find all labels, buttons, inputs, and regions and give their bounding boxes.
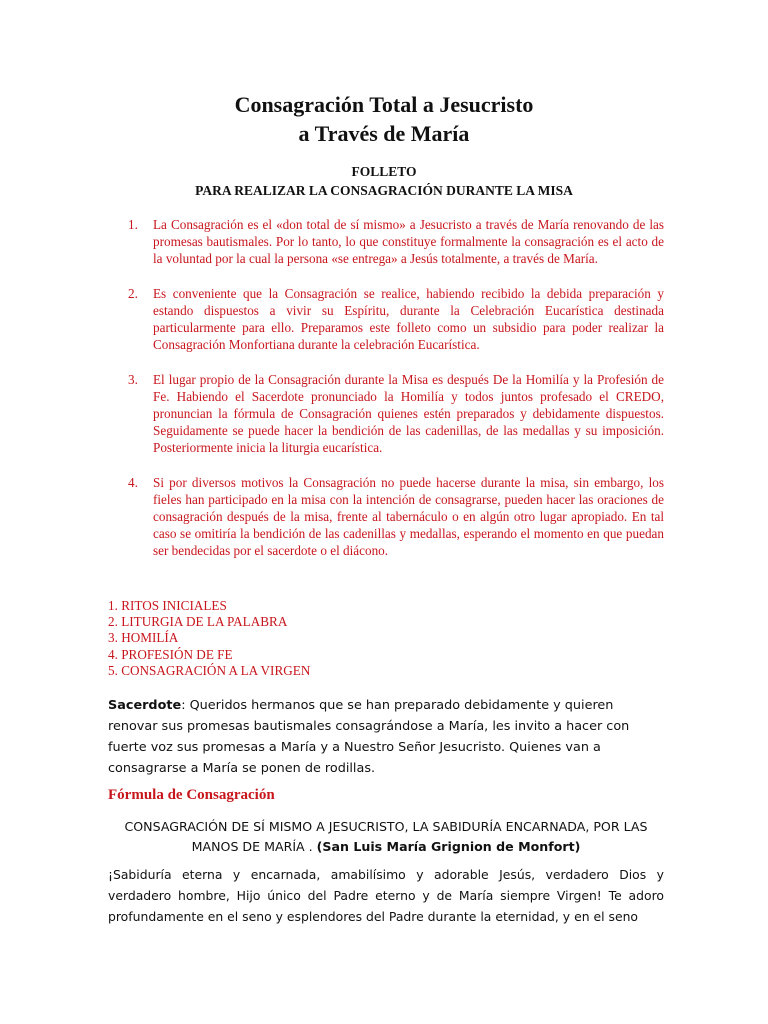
instruction-text: El lugar propio de la Consagración durante la Misa es después De la Homilía y la Profesión de Fe. Habiendo el Sacerdote pronunciado la Homilía y todos juntos profesado el CREDO, pronuncian la fórmula de Consagración quienes estén preparados y debidamente dispuestos. Seguidamente se puede hacer la bendición de las cadenillas, de las medallas y su imposición. Posteriormente inicia la liturgia eucarística. [153,372,664,455]
instruction-number: 2. [128,286,138,301]
instruction-item [122,285,664,353]
mass-step: 3. HOMILÍA [108,630,179,646]
instructions-list [122,216,664,577]
mass-step: 5. CONSAGRACIÓN A LA VIRGEN [108,662,311,678]
document-subtitle [0,162,768,200]
instruction-item [122,371,664,456]
title-line-2: a Través de María [298,121,470,146]
consagracion-title [108,817,664,857]
mass-step: 2. LITURGIA DE LA PALABRA [108,614,288,630]
consagracion-title-author: (San Luis María Grignion de Monfort) [316,839,581,854]
instruction-number: 4. [128,475,138,490]
mass-steps-list [108,598,508,679]
formula-heading: Fórmula de Consagración [108,787,275,803]
sacerdote-paragraph [108,695,664,779]
subtitle-line-2: PARA REALIZAR LA CONSAGRACIÓN DURANTE LA MISA [195,183,573,198]
document-title [0,90,768,148]
instruction-text: Si por diversos motivos la Consagración no puede hacerse durante la misa, sin embargo, los fieles han participado en la misa con la intención de consagrarse, pueden hacer las oraciones de consagración después de la misa, frente al tabernáculo o en algún otro lugar apropiado. En tal caso se omitiría la bendición de las cadenillas y medallas, esperando el momento en que puedan ser bendecidas por el sacerdote o el diácono. [153,475,664,558]
consagracion-title-text: CONSAGRACIÓN DE SÍ MISMO A JESUCRISTO, LA SABIDURÍA ENCARNADA, POR LAS MANOS DE MARÍA . [124,819,648,854]
sacerdote-text: : Queridos hermanos que se han preparado debidamente y quieren renovar sus promesas bautismales consagrándose a María, les invito a hacer con fuerte voz sus promesas a María y a Nuestro Señor Jesucristo. Quienes van a consagrarse a María se ponen de rodillas. [108,698,630,776]
instruction-item [122,216,664,267]
instruction-number: 1. [128,217,138,232]
instruction-number: 3. [128,372,138,387]
mass-step: 4. PROFESIÓN DE FE [108,646,233,662]
subtitle-line-1: FOLLETO [351,164,417,179]
instruction-text: La Consagración es el «don total de sí mismo» a Jesucristo a través de María renovando de las promesas bautismales. Por lo tanto, lo que constituye formalmente la consagración es el acto de la voluntad por la cual la persona «se entrega» a Jesús totalmente, a través de María. [153,217,664,266]
instruction-text: Es conveniente que la Consagración se realice, habiendo recibido la debida preparación y estando dispuestos a vivir su Espíritu, durante la Celebración Eucarística destinada particularmente para ello. Preparamos este folleto como un subsidio para poder realizar la Consagración Monfortiana durante la celebración Eucarística. [153,286,664,352]
prayer-paragraph: ¡Sabiduría eterna y encarnada, amabilísimo y adorable Jesús, verdadero Dios y verdadero hombre, Hijo único del Padre eterno y de María siempre Virgen! Te adoro profundamente en el seno y esplendores del Padre durante la eternidad, y en el seno [108,867,664,924]
mass-step: 1. RITOS INICIALES [108,598,227,613]
title-line-1: Consagración Total a Jesucristo [234,92,534,117]
sacerdote-label: Sacerdote [108,698,182,713]
instruction-item [122,474,664,559]
